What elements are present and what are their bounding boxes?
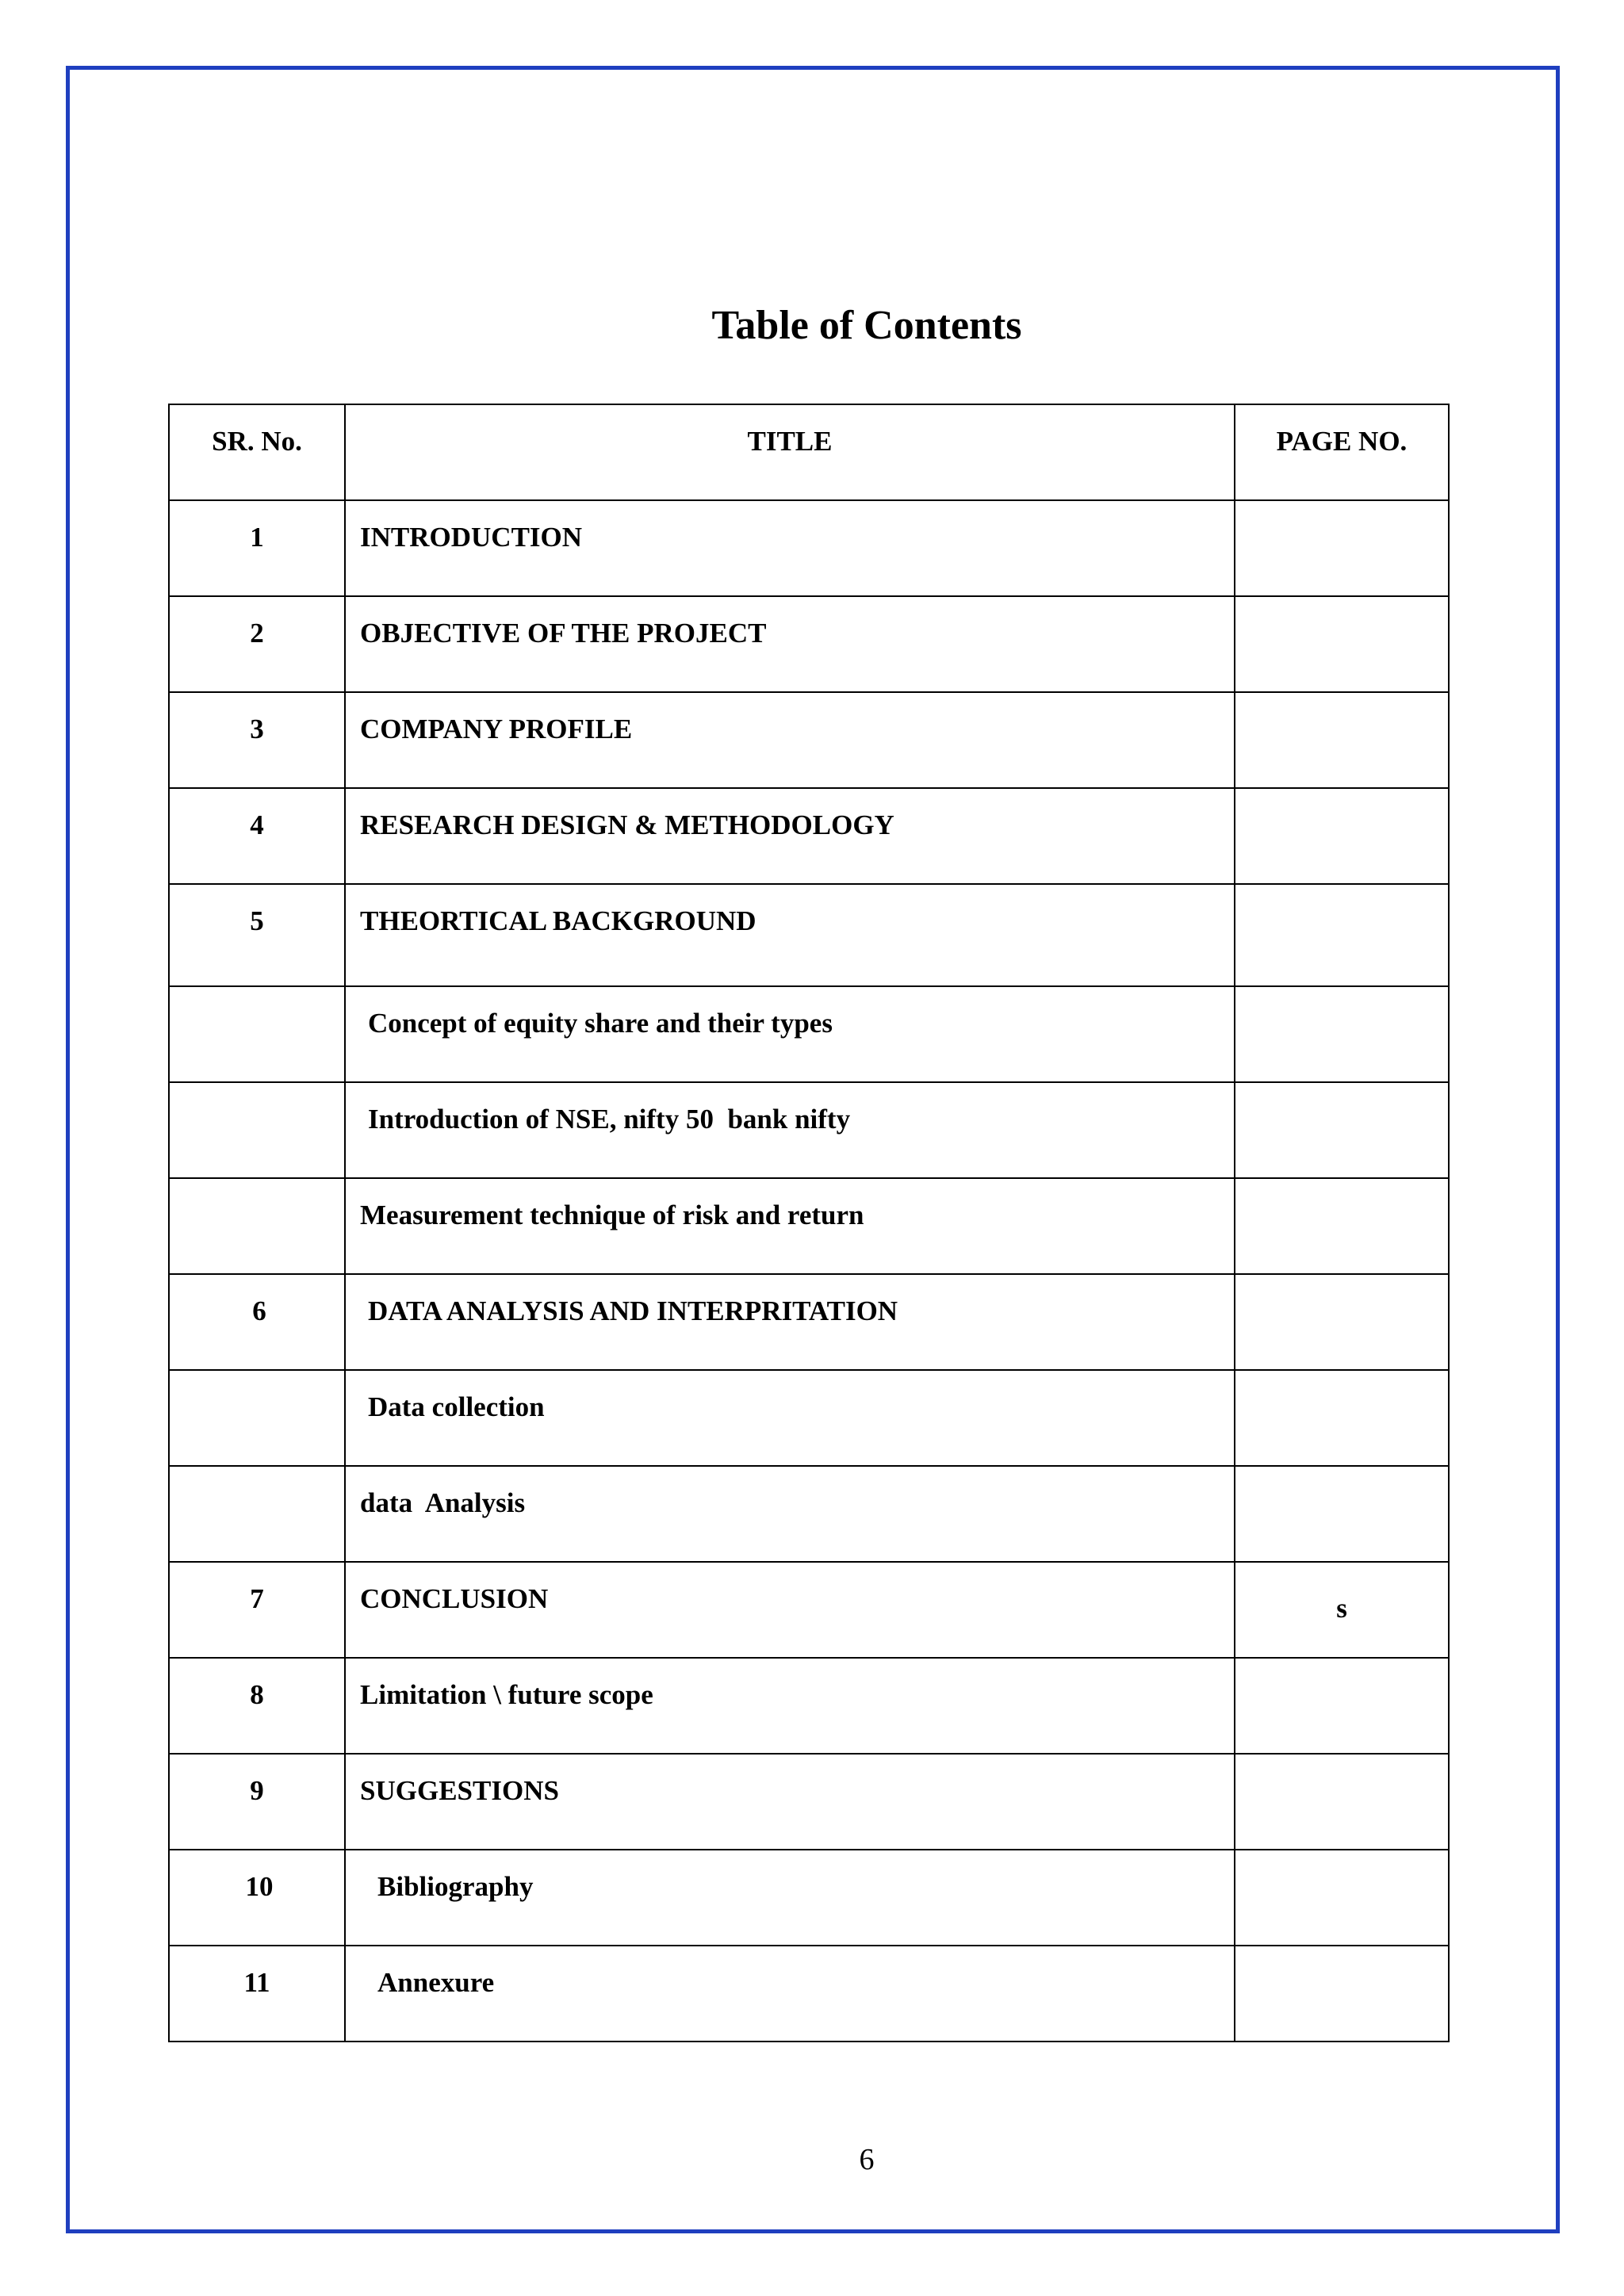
sr-cell: 7 — [169, 1562, 345, 1658]
sr-cell — [169, 1466, 345, 1562]
sr-cell — [169, 1370, 345, 1466]
page-cell — [1235, 1850, 1449, 1946]
page-cell — [1235, 884, 1449, 986]
sr-cell: 5 — [169, 884, 345, 986]
table-row — [169, 692, 1449, 788]
title-cell: SUGGESTIONS — [345, 1754, 1235, 1850]
page-cell — [1235, 1658, 1449, 1754]
column-header-title: TITLE — [345, 404, 1235, 500]
sr-cell: 9 — [169, 1754, 345, 1850]
table-row — [169, 1466, 1449, 1562]
page-cell — [1235, 500, 1449, 596]
sr-cell: 1 — [169, 500, 345, 596]
page-cell — [1235, 596, 1449, 692]
table-header-row — [169, 404, 1449, 500]
table-row — [169, 1178, 1449, 1274]
table-row — [169, 788, 1449, 884]
title-cell: data Analysis — [345, 1466, 1235, 1562]
sr-cell — [169, 1178, 345, 1274]
title-cell: THEORTICAL BACKGROUND — [345, 884, 1235, 986]
title-cell: DATA ANALYSIS AND INTERPRITATION — [345, 1274, 1235, 1370]
title-cell: Annexure — [345, 1946, 1235, 2042]
title-cell: CONCLUSION — [345, 1562, 1235, 1658]
page-cell — [1235, 788, 1449, 884]
title-cell: Data collection — [345, 1370, 1235, 1466]
page-cell: s — [1235, 1562, 1449, 1658]
table-row — [169, 1274, 1449, 1370]
title-cell: INTRODUCTION — [345, 500, 1235, 596]
sr-cell: 2 — [169, 596, 345, 692]
page-cell — [1235, 1178, 1449, 1274]
page-number: 6 — [859, 2143, 875, 2176]
table-row — [169, 1082, 1449, 1178]
table-row — [169, 500, 1449, 596]
page-cell — [1235, 1082, 1449, 1178]
page-cell — [1235, 1274, 1449, 1370]
page-cell — [1235, 1466, 1449, 1562]
table-row — [169, 986, 1449, 1082]
table-row — [169, 1946, 1449, 2042]
sr-cell: 4 — [169, 788, 345, 884]
table-row — [169, 1658, 1449, 1754]
title-cell: Introduction of NSE, nifty 50 bank nifty — [345, 1082, 1235, 1178]
title-cell: RESEARCH DESIGN & METHODOLOGY — [345, 788, 1235, 884]
page-cell — [1235, 986, 1449, 1082]
table-row — [169, 1370, 1449, 1466]
table-row — [169, 1754, 1449, 1850]
title-cell: Bibliography — [345, 1850, 1235, 1946]
title-cell: OBJECTIVE OF THE PROJECT — [345, 596, 1235, 692]
title-cell: Measurement technique of risk and return — [345, 1178, 1235, 1274]
table-row — [169, 1850, 1449, 1946]
sr-cell: 10 — [169, 1850, 345, 1946]
sr-cell: 6 — [169, 1274, 345, 1370]
page-cell — [1235, 1370, 1449, 1466]
sr-cell — [169, 1082, 345, 1178]
page-cell — [1235, 692, 1449, 788]
title-cell: Concept of equity share and their types — [345, 986, 1235, 1082]
page-cell — [1235, 1946, 1449, 2042]
page-title: Table of Contents — [711, 303, 1022, 348]
table-row — [169, 596, 1449, 692]
column-header-sr: SR. No. — [169, 404, 345, 500]
table-row — [169, 884, 1449, 986]
sr-cell — [169, 986, 345, 1082]
toc-table — [168, 404, 1450, 2042]
page-cell — [1235, 1754, 1449, 1850]
sr-cell: 11 — [169, 1946, 345, 2042]
title-cell: Limitation \ future scope — [345, 1658, 1235, 1754]
title-cell: COMPANY PROFILE — [345, 692, 1235, 788]
column-header-page: PAGE NO. — [1235, 404, 1449, 500]
table-row — [169, 1562, 1449, 1658]
sr-cell: 8 — [169, 1658, 345, 1754]
sr-cell: 3 — [169, 692, 345, 788]
